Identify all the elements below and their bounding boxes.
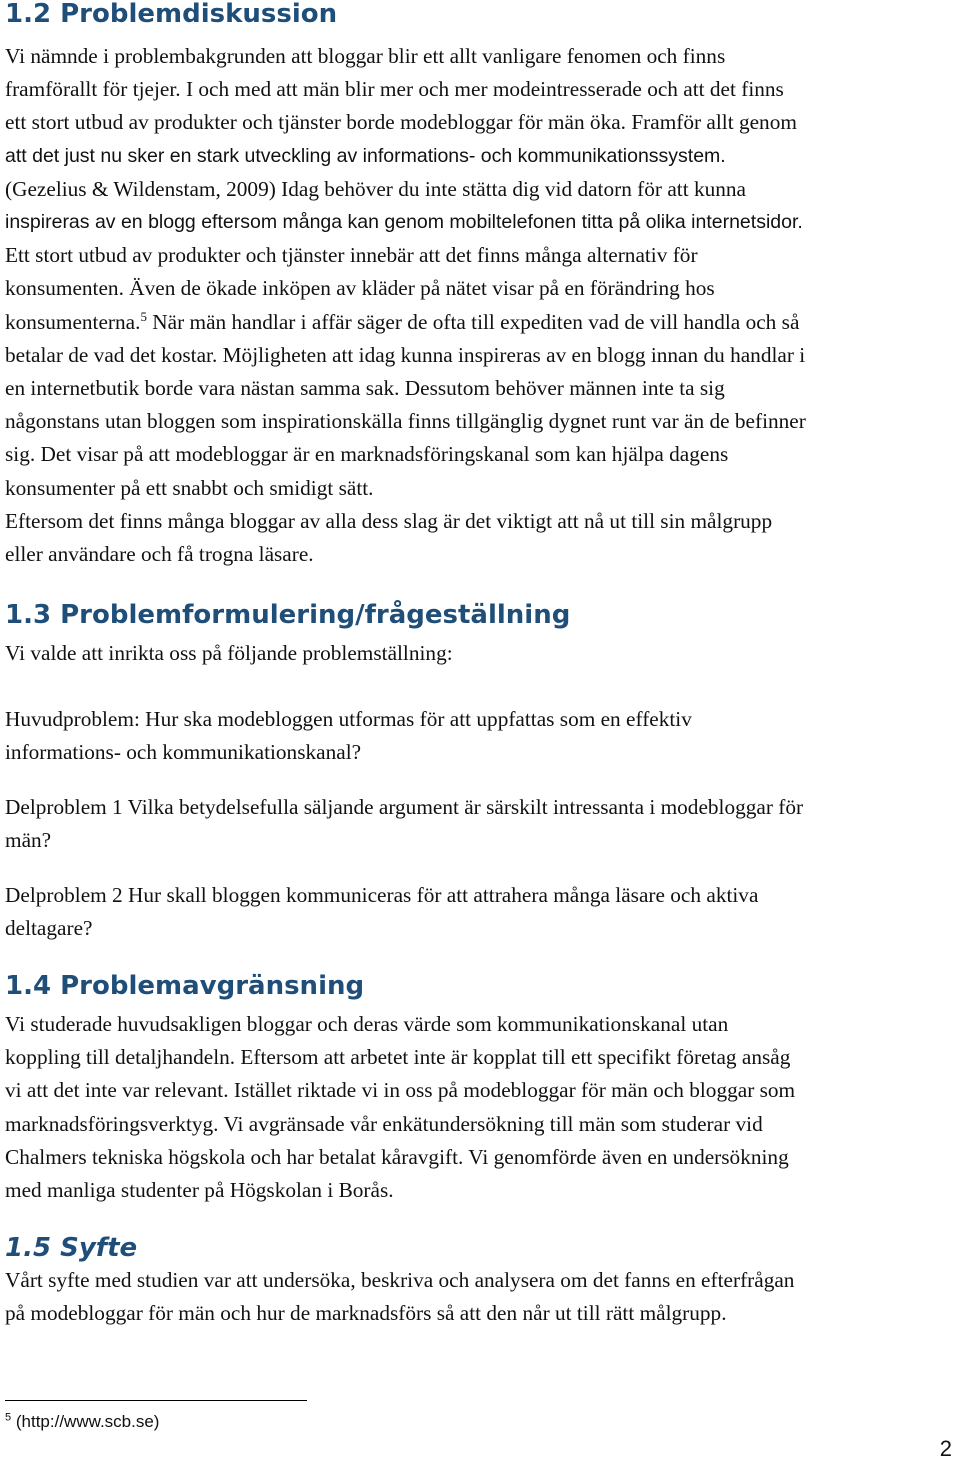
text-line: Vi studerade huvudsakligen bloggar och deras värde som kommunikationskanal utan — [5, 1012, 729, 1036]
text-line: informations- och kommunikationskanal? — [5, 740, 362, 765]
text-line: Vi nämnde i problembakgrunden att bloggar blir ett allt vanligare fenomen och finns — [5, 44, 726, 68]
text-line: en internetbutik borde vara nästan samma sak. Dessutom behöver männen inte ta sig — [5, 376, 725, 401]
paragraph-delproblem-1 — [5, 791, 955, 857]
text-line: betalar de vad det kostar. Möjligheten att idag kunna inspireras av en blogg innan du handlar i — [5, 342, 806, 367]
heading-problemformulering: 1.3 Problemformulering/frågeställning — [5, 600, 571, 630]
paragraph-delproblem-2 — [5, 879, 955, 945]
paragraph-problemavgransning — [5, 1008, 955, 1207]
heading-syfte: 1.5 Syfte — [5, 1233, 138, 1263]
text-line: vi att det inte var relevant. Istället riktade vi in oss på modebloggar för män och bloggar som — [5, 1078, 796, 1103]
heading-problemdiskussion: 1.2 Problemdiskussion — [5, 0, 338, 29]
text-line: på modebloggar för män och hur de marknadsförs så att den når ut till rätt målgrupp. — [5, 1301, 727, 1326]
text-line: med manliga studenter på Högskolan i Borås. — [5, 1178, 394, 1203]
text-line: marknadsföringsverktyg. Vi avgränsade vår enkätundersökning till män som studerar vid — [5, 1111, 763, 1136]
text-line: Delproblem 2 Hur skall bloggen kommuniceras för att attrahera många läsare och aktiva — [5, 883, 759, 907]
text-line: eller användare och få trogna läsare. — [5, 542, 314, 567]
text-line: män? — [5, 828, 52, 853]
text-line: någonstans utan bloggen som inspirationskälla finns tillgänglig dygnet runt var än de befinner — [5, 409, 806, 434]
footnote-number: 5 — [5, 1411, 12, 1424]
text-line: Ett stort utbud av produkter och tjänster innebär att det finns många alternativ för — [5, 243, 698, 268]
footnote-reference: 5 — [140, 308, 147, 324]
paragraph-huvudproblem — [5, 703, 955, 769]
heading-problemavgransning: 1.4 Problemavgränsning — [5, 971, 365, 1001]
paragraph-intro — [5, 637, 955, 670]
text-line: ett stort utbud av produkter och tjänster borde modebloggar för män öka. Framför allt genom — [5, 110, 797, 135]
text-line: sig. Det visar på att modebloggar är en marknadsföringskanal som kan hjälpa dagens — [5, 442, 729, 467]
paragraph-syfte — [5, 1264, 955, 1330]
text-fragment: konsumenterna. — [5, 309, 141, 334]
text-fragment: När män handlar i affär säger de ofta till expediten vad de vill handla och så — [146, 309, 800, 334]
text-line: Eftersom det finns många bloggar av alla dess slag är det viktigt att nå ut till sin målgrupp — [5, 508, 773, 533]
footnote-link[interactable]: (http://www.scb.se) — [15, 1412, 160, 1431]
footnote-separator — [5, 1400, 307, 1401]
text-line: Chalmers tekniska högskola och har betalat kåravgift. Vi genomförde även en undersökning — [5, 1144, 789, 1169]
text-line: koppling till detaljhandeln. Eftersom att arbetet inte är kopplat till ett specifikt företag ansåg — [5, 1045, 791, 1070]
text-line: konsumenten. Även de ökade inköpen av kläder på nätet visar på en förändring hos — [5, 276, 715, 301]
page-number: 2 — [939, 1436, 952, 1461]
text-line: inspireras av en blogg eftersom många kan genom mobiltelefonen titta på olika internetsidor. — [5, 211, 803, 234]
text-line: Huvudproblem: Hur ska modebloggen utformas för att uppfattas som en effektiv — [5, 707, 692, 731]
text-line: Vårt syfte med studien var att undersöka, beskriva och analysera om det fanns en efterfrågan — [5, 1268, 795, 1292]
text-line: Delproblem 1 Vilka betydelsefulla säljande argument är särskilt intressanta i modebloggar för — [5, 795, 804, 819]
paragraph-problemdiskussion — [5, 40, 955, 571]
text-line: konsumenter på ett snabbt och smidigt sätt. — [5, 475, 374, 500]
text-line-with-footnote — [5, 306, 955, 339]
text-line: deltagare? — [5, 916, 93, 941]
text-line: framförallt för tjejer. I och med att män blir mer och mer modeintresserade och att det finns — [5, 77, 784, 102]
text-line: (Gezelius & Wildenstam, 2009) Idag behöver du inte stätta dig vid datorn för att kunna — [5, 176, 746, 201]
text-line: att det just nu sker en stark utveckling av informations- och kommunikationssystem. — [5, 144, 726, 167]
text-line: Vi valde att inrikta oss på följande problemställning: — [5, 641, 453, 665]
footnote — [5, 1412, 159, 1432]
